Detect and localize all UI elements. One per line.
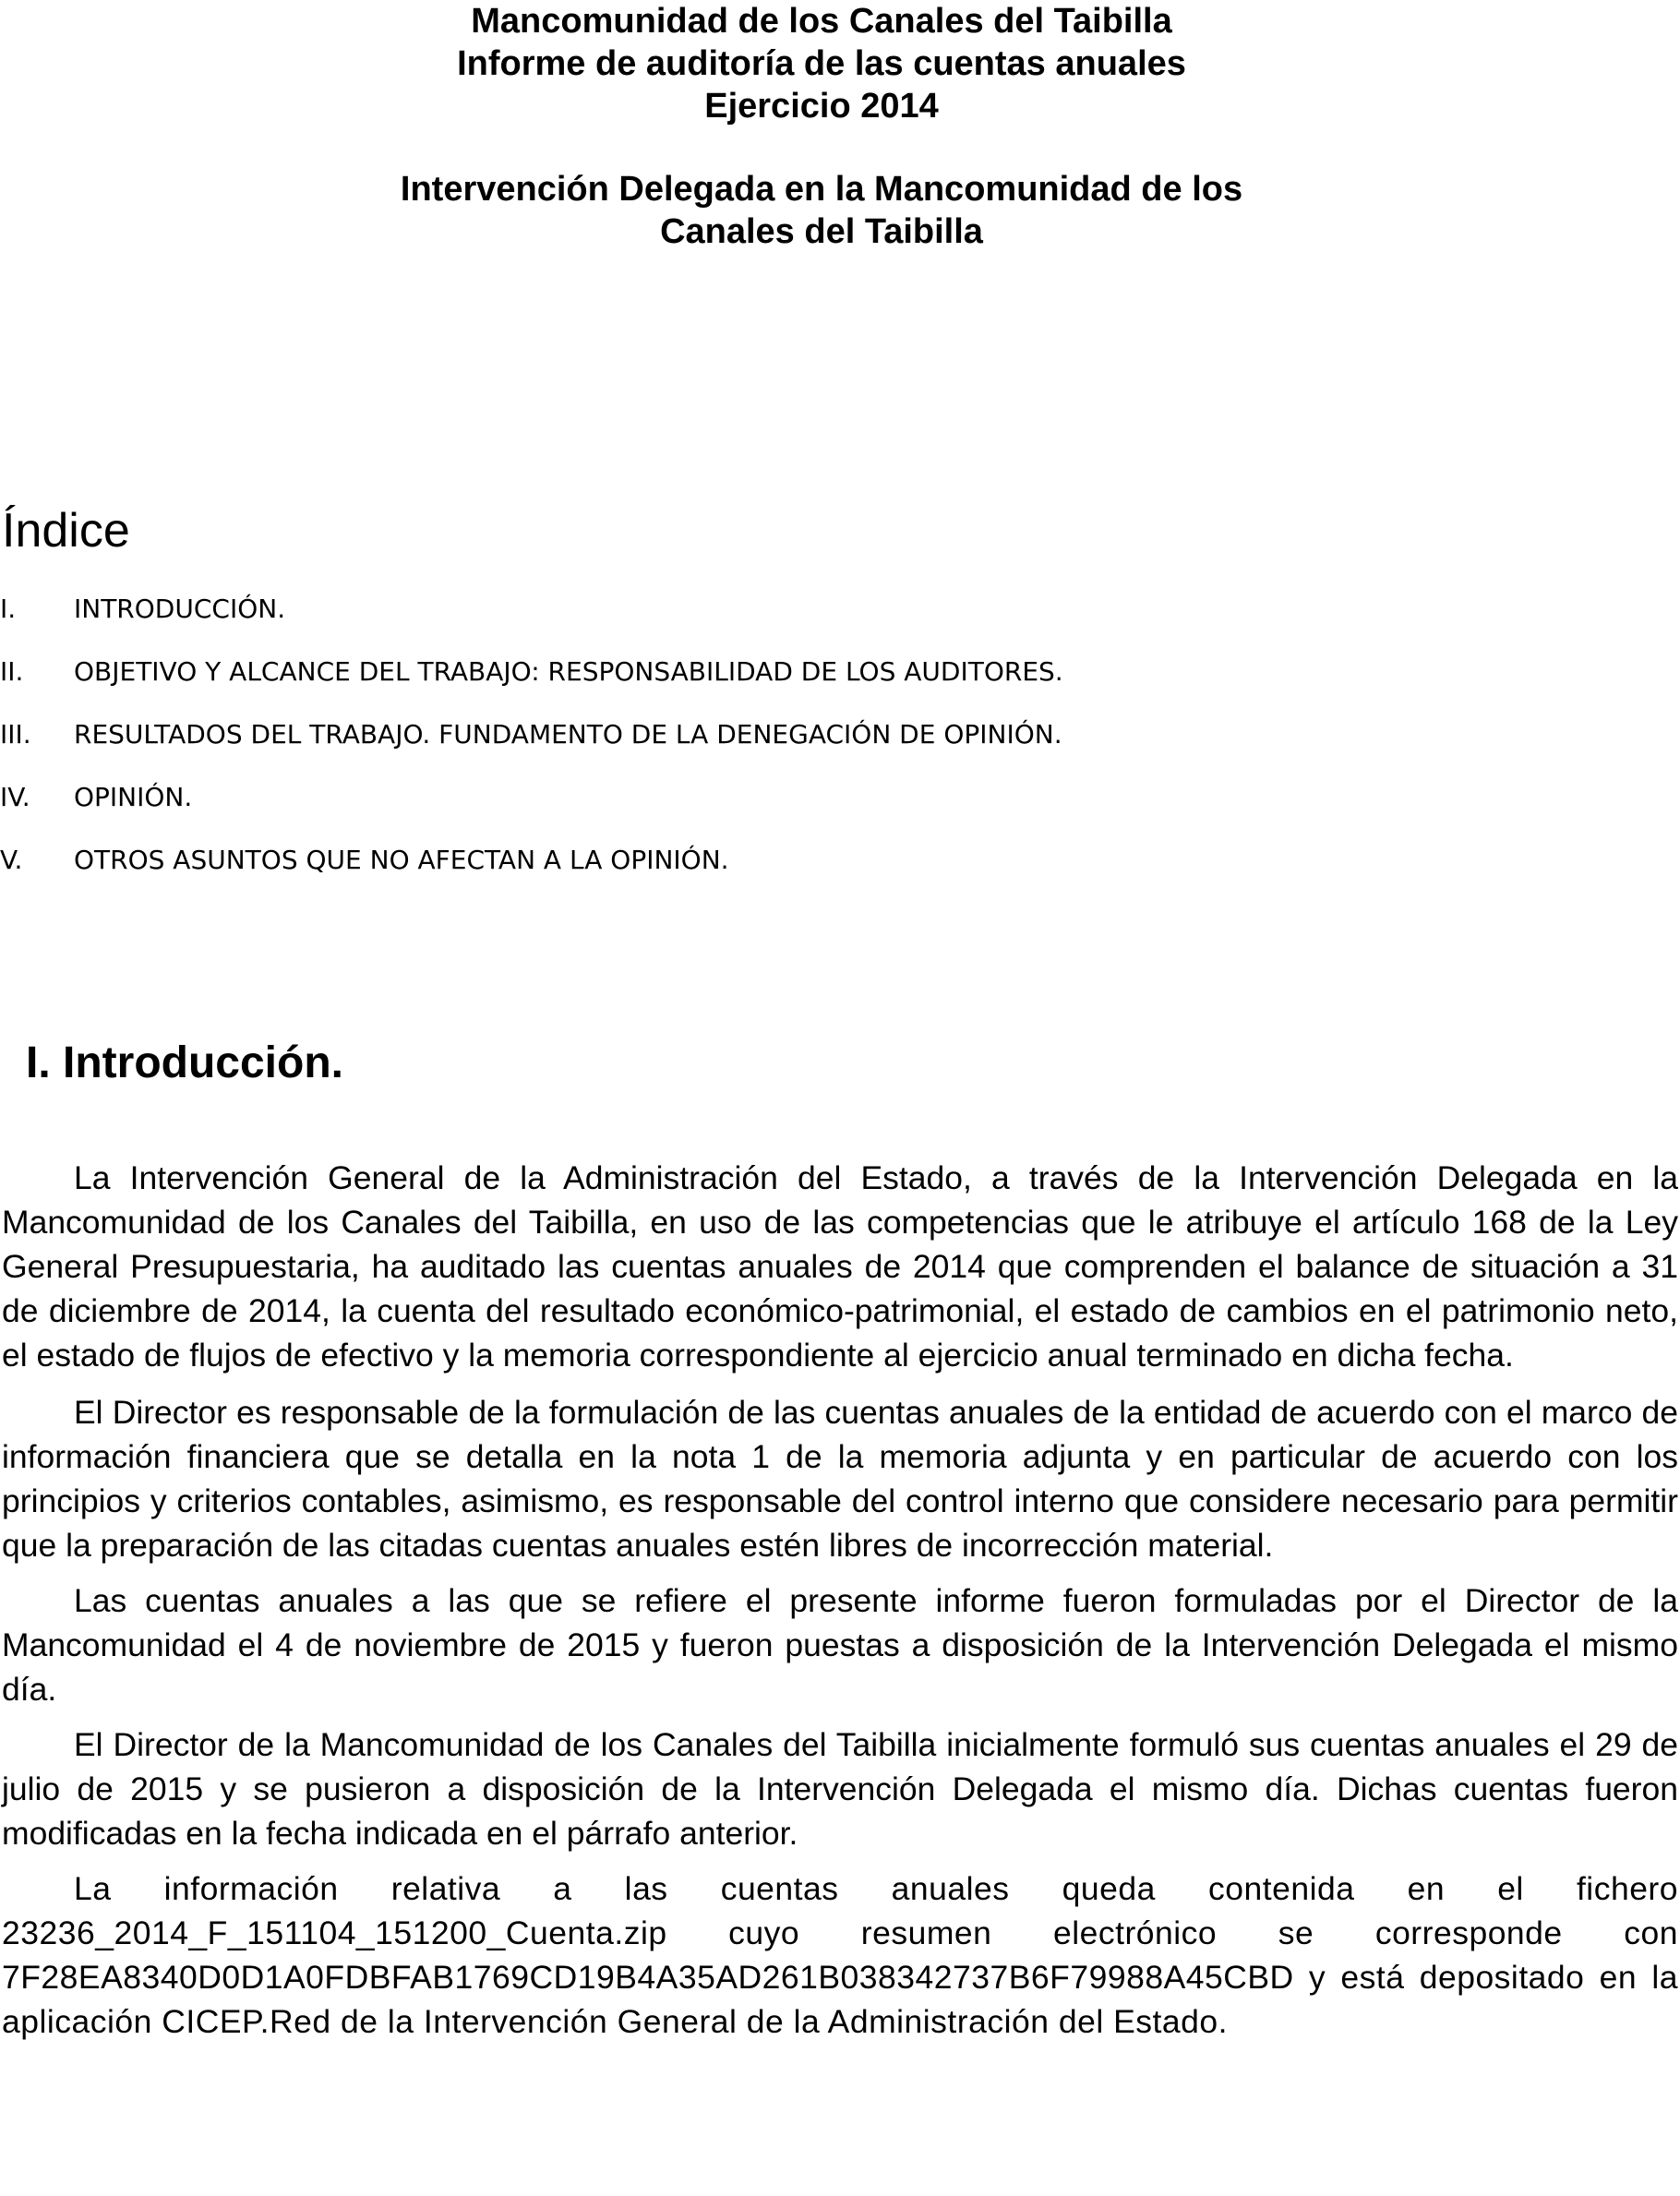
header-intervention-line1: Intervención Delegada en la Mancomunidad de los	[400, 170, 1243, 209]
section-title-introduccion: I. Introducción.	[26, 1038, 343, 1087]
paragraph: La información relativa a las cuentas anuales queda contenida en el fichero 23236_2014_F_151104_151200_Cuenta.zip cuyo resumen electrónico se corresponde con 7F28EA8340D0D1A0FDBFAB1769CD19B4A35AD261B038342737B6F79988A45CBD y está depositado en la aplicación CICEP.Red de la Intervención General de la Administración del Estado.	[2, 1870, 1678, 2040]
index-title: Índice	[2, 504, 130, 558]
toc-item-label: OBJETIVO Y ALCANCE DEL TRABAJO: RESPONSABILIDAD DE LOS AUDITORES.	[74, 656, 1063, 687]
toc-item	[0, 591, 1385, 654]
header-report-title: Informe de auditoría de las cuentas anuales	[457, 44, 1186, 83]
document-body	[2, 1156, 1678, 2055]
toc-item-number: I.	[0, 594, 17, 624]
toc-item	[0, 716, 1385, 779]
toc-item-label: OPINIÓN.	[74, 782, 193, 812]
table-of-contents	[0, 591, 1385, 905]
header-entity-name: Mancomunidad de los Canales del Taibilla	[471, 2, 1172, 41]
header-spacer	[0, 127, 1643, 168]
toc-item-number: II.	[0, 656, 24, 687]
toc-item-number: IV.	[0, 782, 30, 812]
toc-item-number: III.	[0, 719, 31, 750]
header-intervention-line2: Canales del Taibilla	[660, 212, 983, 251]
toc-item	[0, 654, 1385, 716]
paragraph: La Intervención General de la Administración del Estado, a través de la Intervención Delegada en la Mancomunidad de los Canales del Taibilla, en uso de las competencias que le atribuye el artículo 168 de la Ley General Presupuestaria, ha auditado las cuentas anuales de 2014 que comprenden el balance de situación a 31 de diciembre de 2014, la cuenta del resultado económico-patrimonial, el estado de cambios en el patrimonio neto, el estado de flujos de efectivo y la memoria correspondiente al ejercicio anual terminado en dicha fecha.	[2, 1159, 1678, 1374]
document-header	[0, 0, 1643, 253]
toc-item-label: RESULTADOS DEL TRABAJO. FUNDAMENTO DE LA DENEGACIÓN DE OPINIÓN.	[74, 719, 1062, 750]
toc-item	[0, 779, 1385, 842]
paragraph: El Director de la Mancomunidad de los Canales del Taibilla inicialmente formuló sus cuentas anuales el 29 de julio de 2015 y se pusieron a disposición de la Intervención Delegada el mismo día. Dichas cuentas fueron modificadas en la fecha indicada en el párrafo anterior.	[2, 1726, 1678, 1852]
toc-item-label: OTROS ASUNTOS QUE NO AFECTAN A LA OPINIÓN.	[74, 845, 729, 875]
toc-item-number: V.	[0, 845, 23, 875]
toc-item	[0, 842, 1385, 905]
toc-item-label: INTRODUCCIÓN.	[74, 594, 286, 624]
header-fiscal-year: Ejercicio 2014	[704, 87, 939, 126]
paragraph: Las cuentas anuales a las que se refiere el presente informe fueron formuladas por el Director de la Mancomunidad el 4 de noviembre de 2015 y fueron puestas a disposición de la Intervención Delegada el mismo día.	[2, 1582, 1678, 1708]
paragraph: El Director es responsable de la formulación de las cuentas anuales de la entidad de acuerdo con el marco de información financiera que se detalla en la nota 1 de la memoria adjunta y en particular de acuerdo con los principios y criterios contables, asimismo, es responsable del control interno que considere necesario para permitir que la preparación de las citadas cuentas anuales estén libres de incorrección material.	[2, 1394, 1678, 1564]
